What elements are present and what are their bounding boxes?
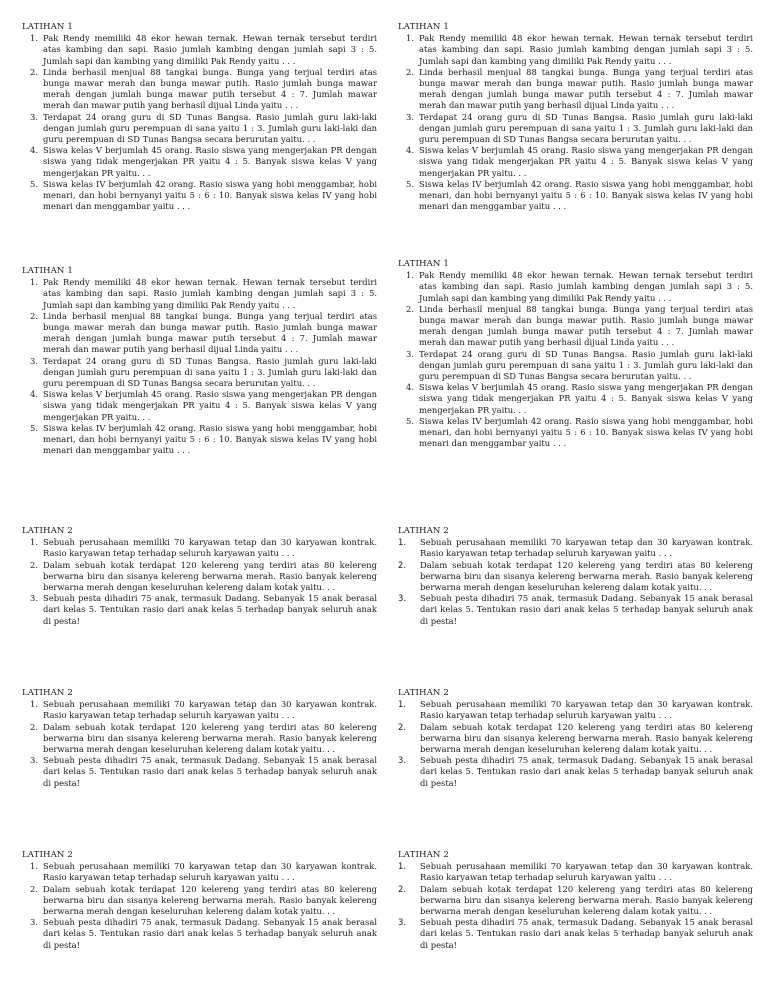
question-text: Siswa kelas IV berjumlah 42 orang. Rasio siswa yang hobi menggambar, hobi menari, dan hobi bernyanyi yaitu 5 : 6 : 10. Banyak siswa kelas IV yang hobi menari dan menggambar yaitu . . .: [43, 178, 377, 212]
exercise-title: LATIHAN 2: [22, 688, 73, 698]
question-text: Pak Rendy memiliki 48 ekor hewan ternak. Hewan ternak tersebut terdiri atas kambing dan sapi. Rasio jumlah kambing dengan jumlah sapi 3 : 5. Jumlah sapi dan kambing yang dimiliki Pak Rendy yaitu . . .: [43, 277, 377, 310]
question-number: 2.: [30, 883, 38, 894]
question-text: Siswa kelas V berjumlah 45 orang. Rasio siswa yang mengerjakan PR dengan siswa yang tidak mengerjakan PR yaitu 4 : 5. Banyak siswa kelas V yang mengerjakan PR yaitu. . .: [419, 382, 753, 415]
question-number: 3.: [398, 755, 406, 766]
question-text: Siswa kelas IV berjumlah 42 orang. Rasio siswa yang hobi menggambar, hobi menari, dan hobi bernyanyi yaitu 5 : 6 : 10. Banyak siswa kelas IV yang hobi menari dan menggambar yaitu . . .: [419, 415, 753, 449]
question-list: [398, 270, 753, 449]
question-number: 2.: [30, 310, 38, 321]
question-item: [22, 917, 377, 951]
question-number: 2.: [406, 66, 414, 77]
latihan2-block-left-1: [22, 526, 377, 627]
question-item: [398, 593, 753, 627]
question-number: 5.: [406, 415, 414, 426]
latihan1-block-left-second: [22, 266, 377, 456]
question-list: [22, 33, 377, 212]
question-item: [398, 304, 753, 349]
question-number: 5.: [30, 422, 38, 433]
exercise-title: LATIHAN 2: [398, 526, 449, 536]
question-number: 3.: [406, 348, 414, 359]
question-number: 3.: [30, 355, 38, 366]
question-item: [398, 755, 753, 789]
question-item: [22, 179, 377, 213]
question-item: [398, 349, 753, 383]
question-item: [22, 423, 377, 457]
question-item: [398, 416, 753, 450]
question-number: 3.: [30, 917, 38, 928]
question-number: 1.: [30, 33, 38, 44]
latihan2-block-right-1: [398, 526, 753, 627]
question-item: [22, 67, 377, 112]
question-text: Sebuah perusahaan memiliki 70 karyawan tetap dan 30 karyawan kontrak. Rasio karyawan tetap terhadap seluruh karyawan yaitu . . .: [420, 861, 753, 883]
question-list: [398, 33, 753, 212]
question-text: Pak Rendy memiliki 48 ekor hewan ternak. Hewan ternak tersebut terdiri atas kambing dan sapi. Rasio jumlah kambing dengan jumlah sapi 3 : 5. Jumlah sapi dan kambing yang dimiliki Pak Rendy yaitu . . .: [419, 33, 753, 66]
question-number: 3.: [30, 111, 38, 122]
exercise-title: LATIHAN 2: [398, 688, 449, 698]
question-list: [22, 537, 377, 627]
question-text: Dalam sebuah kotak terdapat 120 kelereng yang terdiri atas 80 kelereng berwarna biru dan sisanya kelereng berwarna merah. Rasio banyak kelereng berwarna merah dengan keseluruhan kelereng dalam kotak yaitu. . .: [43, 559, 377, 593]
question-item: [398, 560, 753, 594]
question-text: Linda berhasil menjual 88 tangkai bunga. Bunga yang terjual terdiri atas bunga mawar merah dan bunga mawar putih. Rasio jumlah bunga mawar merah dengan jumlah bunga mawar putih tersebut 4 : 7. Jumlah mawar merah dan mawar putih yang berhasil dijual Linda yaitu . . .: [43, 66, 377, 111]
question-number: 1.: [30, 861, 38, 872]
question-text: Terdapat 24 orang guru di SD Tunas Bangsa. Rasio jumlah guru laki-laki dengan jumlah guru perempuan di sana yaitu 1 : 3. Jumlah guru laki-laki dan guru perempuan di SD Tunas Bangsa secara berurutan yaitu. . .: [419, 111, 753, 145]
question-text: Terdapat 24 orang guru di SD Tunas Bangsa. Rasio jumlah guru laki-laki dengan jumlah guru perempuan di sana yaitu 1 : 3. Jumlah guru laki-laki dan guru perempuan di SD Tunas Bangsa secara berurutan yaitu. . .: [43, 111, 377, 145]
question-text: Dalam sebuah kotak terdapat 120 kelereng yang terdiri atas 80 kelereng berwarna biru dan sisanya kelereng berwarna merah. Rasio banyak kelereng berwarna merah dengan keseluruhan kelereng dalam kotak yaitu. . .: [420, 559, 753, 593]
question-text: Terdapat 24 orang guru di SD Tunas Bangsa. Rasio jumlah guru laki-laki dengan jumlah guru perempuan di sana yaitu 1 : 3. Jumlah guru laki-laki dan guru perempuan di SD Tunas Bangsa secara berurutan yaitu. . .: [419, 348, 753, 382]
question-item: [22, 699, 377, 721]
question-text: Dalam sebuah kotak terdapat 120 kelereng yang terdiri atas 80 kelereng berwarna biru dan sisanya kelereng berwarna merah. Rasio banyak kelereng berwarna merah dengan keseluruhan kelereng dalam kotak yaitu. . .: [420, 883, 753, 917]
question-text: Sebuah pesta dihadiri 75 anak, termasuk Dadang. Sebanyak 15 anak berasal dari kelas 5. Tentukan rasio dari anak kelas 5 terhadap banyak seluruh anak di pesta!: [420, 917, 753, 950]
exercise-title: LATIHAN 1: [22, 266, 73, 276]
question-text: Pak Rendy memiliki 48 ekor hewan ternak. Hewan ternak tersebut terdiri atas kambing dan sapi. Rasio jumlah kambing dengan jumlah sapi 3 : 5. Jumlah sapi dan kambing yang dimiliki Pak Rendy yaitu . . .: [419, 270, 753, 303]
question-text: Siswa kelas V berjumlah 45 orang. Rasio siswa yang mengerjakan PR dengan siswa yang tidak mengerjakan PR yaitu 4 : 5. Banyak siswa kelas V yang mengerjakan PR yaitu. . .: [43, 145, 377, 178]
question-number: 1.: [398, 699, 406, 710]
question-item: [398, 537, 753, 559]
question-text: Linda berhasil menjual 88 tangkai bunga. Bunga yang terjual terdiri atas bunga mawar merah dan bunga mawar putih. Rasio jumlah bunga mawar merah dengan jumlah bunga mawar putih tersebut 4 : 7. Jumlah mawar merah dan mawar putih yang berhasil dijual Linda yaitu . . .: [419, 66, 753, 111]
question-item: [22, 145, 377, 179]
question-item: [22, 356, 377, 390]
question-number: 3.: [406, 111, 414, 122]
question-number: 3.: [398, 593, 406, 604]
exercise-title: LATIHAN 1: [398, 22, 449, 32]
question-text: Sebuah perusahaan memiliki 70 karyawan tetap dan 30 karyawan kontrak. Rasio karyawan tetap terhadap seluruh karyawan yaitu . . .: [43, 699, 377, 721]
question-text: Siswa kelas V berjumlah 45 orang. Rasio siswa yang mengerjakan PR dengan siswa yang tidak mengerjakan PR yaitu 4 : 5. Banyak siswa kelas V yang mengerjakan PR yaitu. . .: [43, 389, 377, 422]
exercise-title: LATIHAN 1: [398, 259, 449, 269]
question-item: [398, 179, 753, 213]
question-text: Dalam sebuah kotak terdapat 120 kelereng yang terdiri atas 80 kelereng berwarna biru dan sisanya kelereng berwarna merah. Rasio banyak kelereng berwarna merah dengan keseluruhan kelereng dalam kotak yaitu. . .: [43, 721, 377, 755]
question-list: [22, 699, 377, 789]
question-item: [22, 537, 377, 559]
question-text: Dalam sebuah kotak terdapat 120 kelereng yang terdiri atas 80 kelereng berwarna biru dan sisanya kelereng berwarna merah. Rasio banyak kelereng berwarna merah dengan keseluruhan kelereng dalam kotak yaitu. . .: [43, 883, 377, 917]
question-item: [398, 861, 753, 883]
question-item: [398, 699, 753, 721]
question-number: 3.: [30, 593, 38, 604]
question-text: Sebuah pesta dihadiri 75 anak, termasuk Dadang. Sebanyak 15 anak berasal dari kelas 5. Tentukan rasio dari anak kelas 5 terhadap banyak seluruh anak di pesta!: [43, 917, 377, 950]
question-item: [398, 270, 753, 304]
latihan1-block-right-second: [398, 259, 753, 449]
question-text: Sebuah pesta dihadiri 75 anak, termasuk Dadang. Sebanyak 15 anak berasal dari kelas 5. Tentukan rasio dari anak kelas 5 terhadap banyak seluruh anak di pesta!: [420, 755, 753, 788]
question-item: [398, 884, 753, 918]
question-number: 2.: [398, 883, 406, 894]
question-item: [22, 755, 377, 789]
question-list: [398, 861, 753, 951]
question-item: [22, 277, 377, 311]
question-text: Sebuah perusahaan memiliki 70 karyawan tetap dan 30 karyawan kontrak. Rasio karyawan tetap terhadap seluruh karyawan yaitu . . .: [420, 537, 753, 559]
exercise-title: LATIHAN 2: [22, 850, 73, 860]
question-number: 3.: [398, 917, 406, 928]
question-number: 5.: [30, 178, 38, 189]
question-text: Sebuah pesta dihadiri 75 anak, termasuk Dadang. Sebanyak 15 anak berasal dari kelas 5. Tentukan rasio dari anak kelas 5 terhadap banyak seluruh anak di pesta!: [43, 593, 377, 626]
latihan2-block-left-3: [22, 850, 377, 951]
question-text: Dalam sebuah kotak terdapat 120 kelereng yang terdiri atas 80 kelereng berwarna biru dan sisanya kelereng berwarna merah. Rasio banyak kelereng berwarna merah dengan keseluruhan kelereng dalam kotak yaitu. . .: [420, 721, 753, 755]
question-number: 1.: [406, 270, 414, 281]
question-text: Linda berhasil menjual 88 tangkai bunga. Bunga yang terjual terdiri atas bunga mawar merah dan bunga mawar putih. Rasio jumlah bunga mawar merah dengan jumlah bunga mawar putih tersebut 4 : 7. Jumlah mawar merah dan mawar putih yang berhasil dijual Linda yaitu . . .: [43, 310, 377, 355]
question-text: Siswa kelas IV berjumlah 42 orang. Rasio siswa yang hobi menggambar, hobi menari, dan hobi bernyanyi yaitu 5 : 6 : 10. Banyak siswa kelas IV yang hobi menari dan menggambar yaitu . . .: [419, 178, 753, 212]
question-item: [398, 67, 753, 112]
question-number: 2.: [30, 721, 38, 732]
question-item: [22, 861, 377, 883]
question-number: 1.: [30, 277, 38, 288]
latihan2-block-right-2: [398, 688, 753, 789]
question-item: [398, 145, 753, 179]
question-number: 2.: [30, 559, 38, 570]
question-item: [22, 112, 377, 146]
question-number: 2.: [398, 721, 406, 732]
question-text: Sebuah pesta dihadiri 75 anak, termasuk Dadang. Sebanyak 15 anak berasal dari kelas 5. Tentukan rasio dari anak kelas 5 terhadap banyak seluruh anak di pesta!: [420, 593, 753, 626]
question-item: [22, 560, 377, 594]
question-text: Siswa kelas V berjumlah 45 orang. Rasio siswa yang mengerjakan PR dengan siswa yang tidak mengerjakan PR yaitu 4 : 5. Banyak siswa kelas V yang mengerjakan PR yaitu. . .: [419, 145, 753, 178]
exercise-title: LATIHAN 1: [22, 22, 73, 32]
question-text: Sebuah perusahaan memiliki 70 karyawan tetap dan 30 karyawan kontrak. Rasio karyawan tetap terhadap seluruh karyawan yaitu . . .: [43, 861, 377, 883]
latihan2-block-right-3: [398, 850, 753, 951]
question-item: [398, 917, 753, 951]
question-number: 4.: [30, 389, 38, 400]
question-list: [22, 861, 377, 951]
question-number: 5.: [406, 178, 414, 189]
question-text: Sebuah pesta dihadiri 75 anak, termasuk Dadang. Sebanyak 15 anak berasal dari kelas 5. Tentukan rasio dari anak kelas 5 terhadap banyak seluruh anak di pesta!: [43, 755, 377, 788]
question-number: 1.: [30, 699, 38, 710]
question-number: 1.: [406, 33, 414, 44]
question-number: 2.: [398, 559, 406, 570]
question-item: [22, 722, 377, 756]
question-number: 2.: [30, 66, 38, 77]
latihan1-block-right-top: [398, 22, 753, 212]
question-text: Linda berhasil menjual 88 tangkai bunga. Bunga yang terjual terdiri atas bunga mawar merah dan bunga mawar putih. Rasio jumlah bunga mawar merah dengan jumlah bunga mawar putih tersebut 4 : 7. Jumlah mawar merah dan mawar putih yang berhasil dijual Linda yaitu . . .: [419, 303, 753, 348]
latihan1-block-left-top: [22, 22, 377, 212]
question-item: [398, 33, 753, 67]
question-number: 1.: [398, 537, 406, 548]
question-item: [22, 884, 377, 918]
question-number: 1.: [30, 537, 38, 548]
question-list: [398, 699, 753, 789]
question-item: [398, 722, 753, 756]
question-number: 1.: [398, 861, 406, 872]
question-number: 4.: [30, 145, 38, 156]
question-text: Sebuah perusahaan memiliki 70 karyawan tetap dan 30 karyawan kontrak. Rasio karyawan tetap terhadap seluruh karyawan yaitu . . .: [43, 537, 377, 559]
question-item: [398, 382, 753, 416]
exercise-title: LATIHAN 2: [398, 850, 449, 860]
question-item: [22, 593, 377, 627]
question-number: 3.: [30, 755, 38, 766]
question-number: 2.: [406, 303, 414, 314]
question-list: [22, 277, 377, 456]
question-item: [22, 311, 377, 356]
question-text: Terdapat 24 orang guru di SD Tunas Bangsa. Rasio jumlah guru laki-laki dengan jumlah guru perempuan di sana yaitu 1 : 3. Jumlah guru laki-laki dan guru perempuan di SD Tunas Bangsa secara berurutan yaitu. . .: [43, 355, 377, 389]
question-item: [22, 33, 377, 67]
question-text: Siswa kelas IV berjumlah 42 orang. Rasio siswa yang hobi menggambar, hobi menari, dan hobi bernyanyi yaitu 5 : 6 : 10. Banyak siswa kelas IV yang hobi menari dan menggambar yaitu . . .: [43, 422, 377, 456]
question-text: Sebuah perusahaan memiliki 70 karyawan tetap dan 30 karyawan kontrak. Rasio karyawan tetap terhadap seluruh karyawan yaitu . . .: [420, 699, 753, 721]
question-list: [398, 537, 753, 627]
question-item: [22, 389, 377, 423]
exercise-title: LATIHAN 2: [22, 526, 73, 536]
question-number: 4.: [406, 145, 414, 156]
question-item: [398, 112, 753, 146]
question-text: Pak Rendy memiliki 48 ekor hewan ternak. Hewan ternak tersebut terdiri atas kambing dan sapi. Rasio jumlah kambing dengan jumlah sapi 3 : 5. Jumlah sapi dan kambing yang dimiliki Pak Rendy yaitu . . .: [43, 33, 377, 66]
latihan2-block-left-2: [22, 688, 377, 789]
question-number: 4.: [406, 382, 414, 393]
